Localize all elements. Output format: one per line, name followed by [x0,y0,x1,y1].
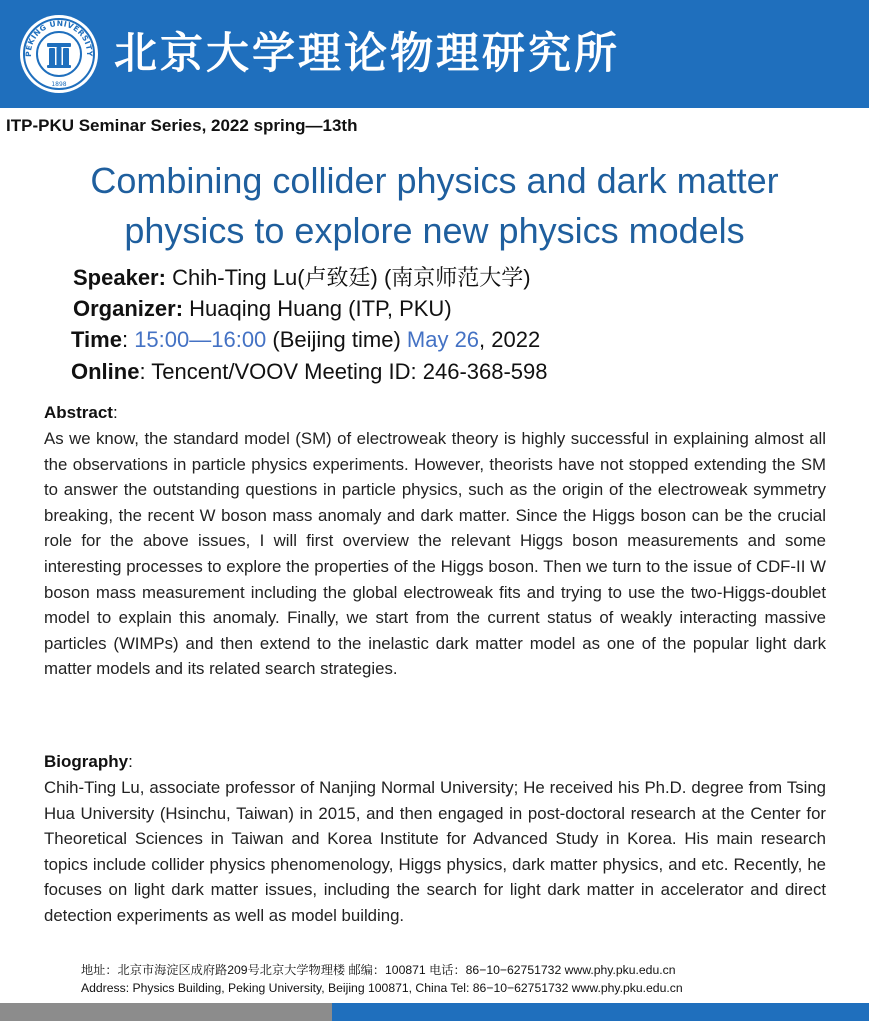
online-label: Online [71,359,140,384]
biography-text: Chih-Ting Lu, associate professor of Nanjing Normal University; He received his Ph.D. degree from Tsing Hua University (Hsinchu, Taiwan) in 2015, and then engaged in post-doctoral research at the Center for Theoretical Sciences in Taiwan and Korea Institute for Advanced Study in Korea. His main research topics include collider physics phenomenology, Higgs physics, dark matter physics, and etc. Recently, he focuses on light dark matter issues, including the search for light dark matter in accelerator and direct detection experiments as well as model building. [44,778,826,925]
seminar-series-label: ITP-PKU Seminar Series, 2022 spring—13th [6,116,358,135]
time-date: May 26 [406,327,480,352]
svg-text:1898: 1898 [51,81,67,88]
online-line [71,357,548,387]
header-banner [0,0,869,108]
biography-heading-text: Biography [44,752,129,771]
institute-name: 北京大学理论物理研究所 [114,29,620,79]
time-label: Time [71,327,122,352]
time-line [71,325,540,355]
organizer-label: Organizer: [73,296,184,321]
time-hours: 15:00—16:00 [134,327,267,352]
abstract-text: As we know, the standard model (SM) of electroweak theory is highly successful in explaining almost all the observations in particle physics experiments. However, theorists have not stopped extending the SM to answer the outstanding questions in particle physics, such as the origin of the electroweak symmetry breaking, the recent W boson mass anomaly and dark matter. Since the Higgs boson can be the crucial role for the above issues, I will first overview the relevant Higgs boson measurements and some interesting processes to explore the properties of the Higgs boson. Then we turn to the issue of CDF-II W boson mass measurement including the global electroweak fits and trying to use the two-Higgs-doublet model to explain this anomaly. Finally, we start from the current status of weakly interacting massive particles (WIMPs) and then extend to the inelastic dark matter model as one of the popular light dark matter models and its related search strategies. [44,429,826,679]
footer-address-en: Address: Physics Building, Peking University, Beijing 100871, China Tel: 86−10−62751732 www.phy.pku.edu.cn [81,981,683,995]
footer-bar-grey [0,1003,332,1021]
organizer-value: Huaqing Huang (ITP, PKU) [183,296,452,321]
svg-text:PEKING UNIVERSITY: PEKING UNIVERSITY [23,18,95,57]
speaker-label: Speaker: [73,265,166,290]
seminar-title [20,156,849,256]
speaker-line [73,263,531,293]
title-line-2: physics to explore new physics models [124,210,745,251]
biography-heading-colon: : [128,752,133,771]
organizer-line [73,294,452,324]
time-year: , 2022 [479,327,541,352]
title-line-1: Combining collider physics and dark matter [90,160,779,201]
online-value: : Tencent/VOOV Meeting ID: 246-368-598 [139,359,548,384]
peking-university-logo [18,13,100,95]
footer-bar-blue [332,1003,869,1021]
time-separator: : [121,327,135,352]
speaker-value: Chih-Ting Lu(卢致廷) (南京师范大学) [165,265,531,290]
abstract-heading-text: Abstract [44,403,113,422]
footer-address-cn: 地址：北京市海淀区成府路209号北京大学物理楼 邮编：100871 电话：86−10−62751732 www.phy.pku.edu.cn [81,963,676,977]
abstract-heading [44,401,118,425]
time-zone: (Beijing time) [266,327,407,352]
abstract-heading-colon: : [112,403,118,422]
biography-heading [44,750,133,774]
